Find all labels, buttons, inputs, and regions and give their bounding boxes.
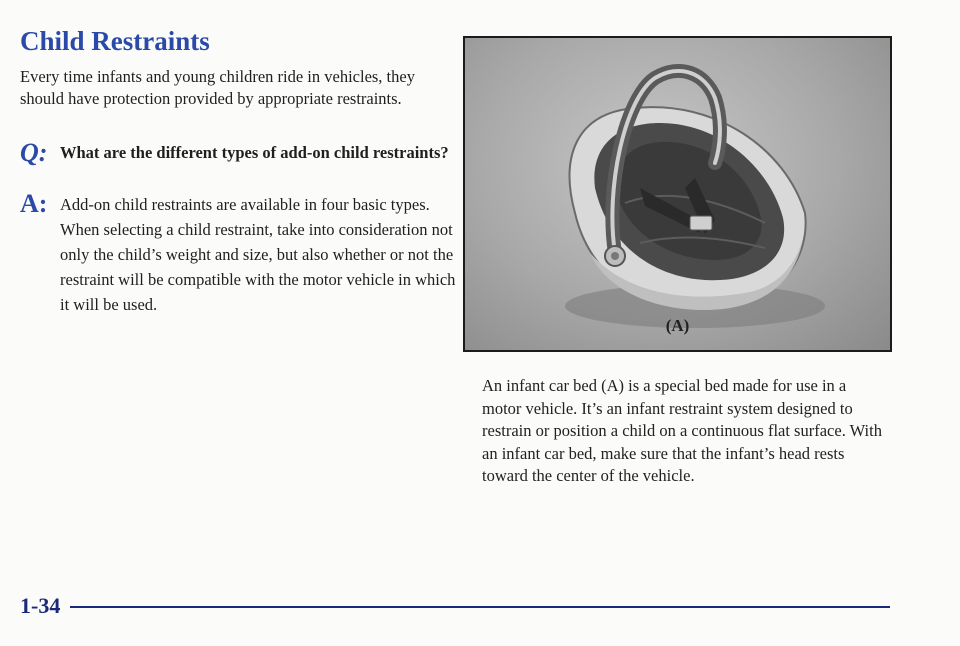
infant-car-bed-figure	[463, 36, 892, 352]
figure-caption: (A)	[665, 316, 690, 335]
question-block	[20, 138, 460, 167]
infant-bed-paragraph: An infant car bed (A) is a special bed made for use in a motor vehicle. It’s an infant restraint system designed to restrain or position a child on a continuous flat surface. With an infant car bed, make sure that the infant’s head rests toward the center of the vehicle.	[482, 376, 882, 485]
answer-text: Add-on child restraints are available in four basic types. When selecting a child restraint, take into consideration not only the child’s weight and size, but also whether or not the restraint will be compatible with the motor vehicle in which it will be used.	[60, 195, 456, 314]
intro-paragraph: Every time infants and young children ride in vehicles, they should have protection provided by appropriate restraints.	[20, 67, 415, 108]
footer-rule	[70, 606, 890, 608]
infant-car-bed-illustration	[465, 38, 890, 350]
question-text: What are the different types of add-on child restraints?	[60, 143, 449, 162]
answer-mark: A:	[20, 189, 48, 218]
answer-block	[20, 189, 460, 317]
question-mark: Q:	[20, 138, 48, 167]
page-number: 1-34	[20, 593, 61, 618]
section-title: Child Restraints	[20, 26, 210, 56]
